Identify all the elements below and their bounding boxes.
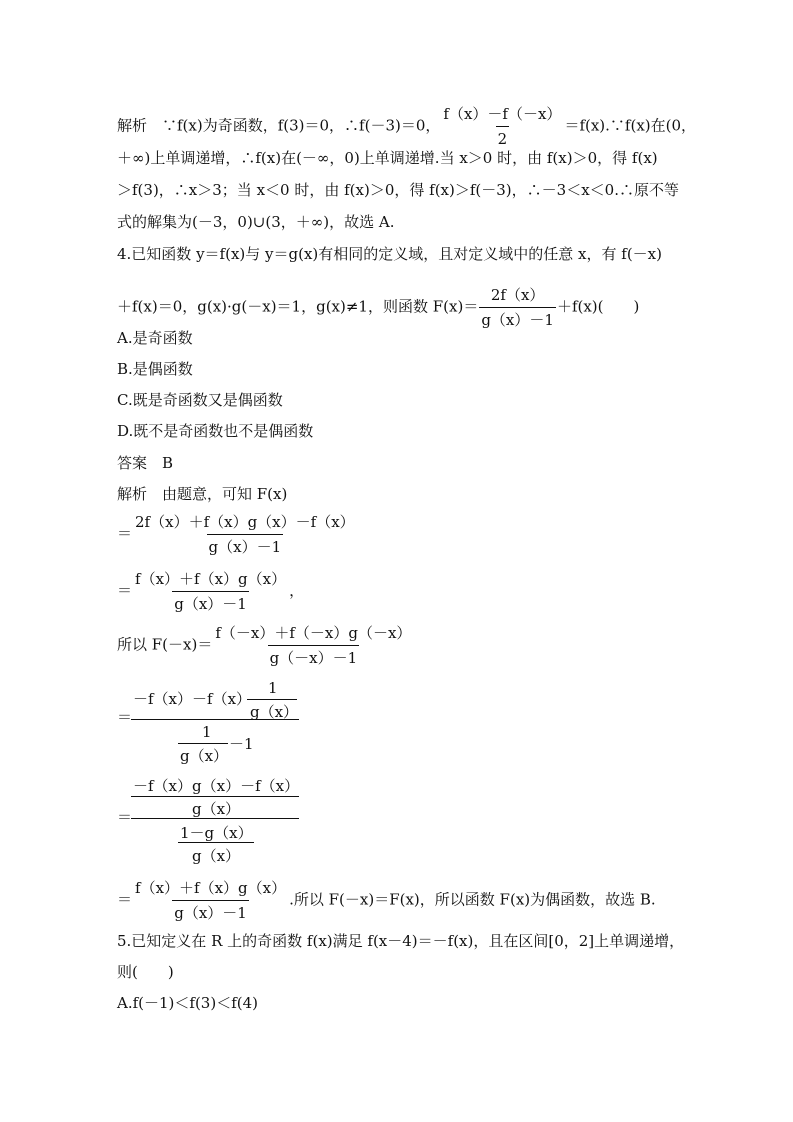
question-4-stem: 4.已知函数 y＝f(x)与 y＝g(x)有相同的定义域，且对定义域中的任意 x，有 f(－x) <box>117 245 662 263</box>
fraction-denominator: 2 <box>496 126 510 149</box>
equals-sign: ＝ <box>117 524 133 543</box>
lower-numerator: 1－g（x） <box>180 824 253 842</box>
fraction-numerator: f（x）－f（－x） <box>443 105 562 123</box>
question-4-stem-cont <box>117 285 639 330</box>
answer: 答案 B <box>117 454 174 472</box>
fraction-denominator: g（x）－1 <box>207 534 284 557</box>
analysis-heading: 解析 由题意，可知 F(x) <box>117 485 288 503</box>
solution-line-1 <box>117 104 696 149</box>
fraction-denominator: g（－x）－1 <box>268 645 360 668</box>
step-lead-text: 所以 F(－x)＝ <box>117 635 213 654</box>
equals-sign: ＝ <box>117 890 133 909</box>
fraction <box>479 285 556 330</box>
option-b: B.是偶函数 <box>117 360 193 378</box>
question-text: ＋f(x)( ) <box>556 297 640 316</box>
fraction-denominator: g（x）－1 <box>172 900 249 923</box>
fraction <box>133 878 288 923</box>
question-5-stem-cont: 则( ) <box>117 963 174 981</box>
denominator-fraction-bar <box>178 743 228 744</box>
lower-denominator: g（x） <box>192 847 241 865</box>
fraction-numerator: 2f（x） <box>490 286 545 304</box>
punctuation: ， <box>289 581 305 600</box>
fraction <box>441 104 563 149</box>
inner-fraction-bar <box>247 699 297 700</box>
denominator-inner-denominator: g（x） <box>180 747 229 765</box>
option-c: C.既是奇函数又是偶函数 <box>117 391 283 409</box>
fraction <box>133 569 288 614</box>
fraction-numerator: f（x）＋f（x）g（x） <box>135 879 287 897</box>
solution-text: ＝f(x).∵f(x)在(0， <box>564 116 697 135</box>
question-5-stem: 5.已知定义在 R 上的奇函数 f(x)满足 f(x－4)＝－f(x)，且在区间[0，2]上单调递增， <box>117 932 685 950</box>
upper-numerator: －f（x）g（x）－f（x） <box>133 777 300 795</box>
fraction <box>133 512 357 557</box>
main-fraction-bar <box>131 818 299 819</box>
equals-sign: ＝ <box>117 808 133 826</box>
step-6 <box>117 878 656 923</box>
solution-line-3: ＞f(3)，∴x＞3；当 x＜0 时，由 f(x)＞0，得 f(x)＞f(－3)，∴－3＜x＜0.∴原不等 <box>117 181 679 199</box>
solution-text: 解析 ∵f(x)为奇函数，f(3)＝0，∴f(－3)＝0， <box>117 116 441 135</box>
denominator-tail: －1 <box>229 735 254 753</box>
question-text: ＋f(x)＝0，g(x)·g(－x)＝1，g(x)≠1，则函数 F(x)＝ <box>117 297 479 316</box>
equals-sign: ＝ <box>117 708 133 726</box>
fraction-numerator: f（x）＋f（x）g（x） <box>135 570 287 588</box>
equals-sign: ＝ <box>117 581 133 600</box>
solution-line-2: ＋∞)上单调递增，∴f(x)在(－∞，0)上单调递增.当 x＞0 时，由 f(x)＞0，得 f(x) <box>117 149 658 167</box>
step-2 <box>117 569 304 614</box>
upper-fraction-bar <box>131 796 299 797</box>
fraction <box>213 623 413 668</box>
denominator-inner-numerator: 1 <box>202 723 212 741</box>
upper-denominator: g（x） <box>192 800 241 818</box>
step-3 <box>117 623 414 668</box>
fraction-numerator: f（－x）＋f（－x）g（－x） <box>215 624 412 642</box>
question-5-option-a: A.f(－1)＜f(3)＜f(4) <box>117 994 258 1012</box>
step-1 <box>117 512 358 557</box>
fraction-numerator: 2f（x）＋f（x）g（x）－f（x） <box>135 513 355 531</box>
option-d: D.既不是奇函数也不是偶函数 <box>117 422 314 440</box>
fraction-denominator: g（x）－1 <box>172 591 249 614</box>
inner-denominator: g（x） <box>250 703 299 721</box>
fraction-denominator: g（x）－1 <box>479 307 556 330</box>
lower-fraction-bar <box>178 842 254 843</box>
option-a: A.是奇函数 <box>117 329 193 347</box>
inner-numerator: 1 <box>268 679 278 697</box>
main-fraction-bar <box>131 719 299 720</box>
solution-line-4: 式的解集为(－3，0)∪(3，＋∞)，故选 A. <box>117 213 395 231</box>
numerator-part: －f（x）－f（x） <box>133 690 252 708</box>
conclusion-text: .所以 F(－x)＝F(x)，所以函数 F(x)为偶函数，故选 B. <box>289 890 656 909</box>
